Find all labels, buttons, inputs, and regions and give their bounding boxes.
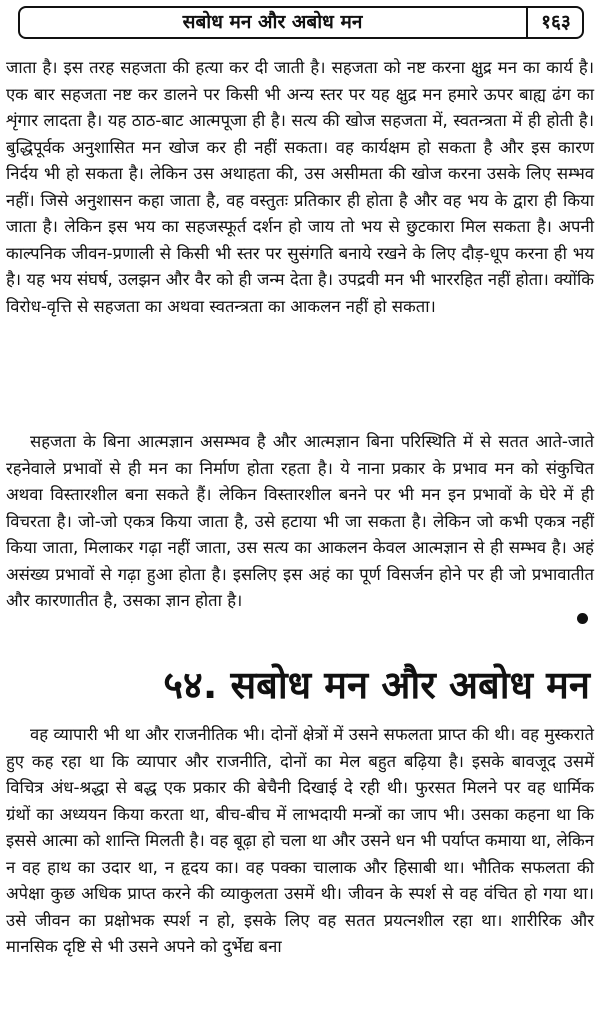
running-header bbox=[18, 6, 584, 39]
chapter-title: ५४. सबोध मन और अबोध मन bbox=[163, 663, 590, 707]
running-header-title: सबोध मन और अबोध मन bbox=[182, 11, 363, 33]
section-end-bullet-icon bbox=[577, 613, 588, 624]
paragraph-self-knowledge: सहजता के बिना आत्मज्ञान असम्भव है और आत्मज्ञान बिना परिस्थिति में से सतत आते-जाते रहनेवाले प्रभावों से ही मन का निर्माण होता रहता है। ये नाना प्रकार के प्रभाव मन को संकुचित अथवा विस्तारशील बना सकते हैं। लेकिन विस्तारशील बनने पर भी मन इन प्रभावों के घेरे में ही विचरता है। जो-जो एकत्र किया जाता है, उसे हटाया भी जा सकता है। लेकिन जो कभी एकत्र नहीं किया जाता, मिलाकर गढ़ा नहीं जाता, उस सत्य का आकलन केवल आत्मज्ञान से ही सम्भव है। अहं असंख्य प्रभावों से गढ़ा हुआ होता है। इसलिए इस अहं का पूर्ण विसर्जन होने पर ही जो प्रभावातीत और कारणातीत है, उसका ज्ञान होता है। bbox=[6, 432, 594, 610]
paragraph-continued: जाता है। इस तरह सहजता की हत्या कर दी जाती है। सहजता को नष्ट करना क्षुद्र मन का कार्य है। एक बार सहजता नष्ट कर डालने पर किसी भी अन्य स्तर पर यह क्षुद्र मन हमारे ऊपर बाह्य ढंग का शृंगार लादता है। यह ठाठ-बाट आत्मपूजा ही है। सत्य की खोज सहजता में, स्वतन्त्रता में ही होती है। बुद्धिपूर्वक अनुशासित मन खोज कर ही नहीं सकता। वह कार्यक्षम हो सकता है और इस कारण निर्दय भी हो सकता है। लेकिन उस अथाहता की, उस असीमता की खोज करना उसके लिए सम्भव नहीं। जिसे अनुशासन कहा जाता है, वह वस्तुतः प्रतिकार ही होता है और वह भय के द्वारा ही किया जाता है। लेकिन इस भय का सहजस्फूर्त दर्शन हो जाय तो भय से छुटकारा मिल सकता है। अपनी काल्पनिक जीवन-प्रणाली से किसी भी स्तर पर सुसंगति बनाये रखने के लिए दौड़-धूप करना ही भय है। यह भय संघर्ष, उलझन और वैर को ही जन्म देता है। उपद्रवी मन भी भाररहित नहीं होता। क्योंकि विरोध-वृत्ति से सहजता का अथवा स्वतन्त्रता का आकलन नहीं हो सकता। bbox=[6, 58, 594, 316]
page-number: १६३ bbox=[541, 11, 571, 33]
paragraph-chapter-opening: वह व्यापारी भी था और राजनीतिक भी। दोनों क्षेत्रों में उसने सफलता प्राप्त की थी। वह मुस्कराते हुए कह रहा था कि व्यापार और राजनीति, दोनों का मेल बहुत बढ़िया है। इसके बावजूद उसमें विचित्र अंध-श्रद्धा से बद्ध एक प्रकार की बेचैनी दिखाई दे रही थी। फुरसत मिलने पर वह धार्मिक ग्रंथों का अध्ययन किया करता था, बीच-बीच में लाभदायी मन्त्रों का जाप भी। उसका कहना था कि इससे आत्मा को शान्ति मिलती है। वह बूढ़ा हो चला था और उसने धन भी पर्याप्त कमाया था, लेकिन न वह हाथ का उदार था, न हृदय का। वह पक्का चालाक और हिसाबी था। भौतिक सफलता की अपेक्षा कुछ अधिक प्राप्त करने की व्याकुलता उसमें थी। जीवन के स्पर्श से वह वंचित हो गया था। उसे जीवन का प्रक्षोभक स्पर्श न हो, इसके लिए वह सतत प्रयत्नशील रहा था। शारीरिक और मानसिक दृष्टि से भी उसने अपने को दुर्भेद्य बना bbox=[6, 725, 594, 956]
header-divider bbox=[526, 8, 528, 37]
